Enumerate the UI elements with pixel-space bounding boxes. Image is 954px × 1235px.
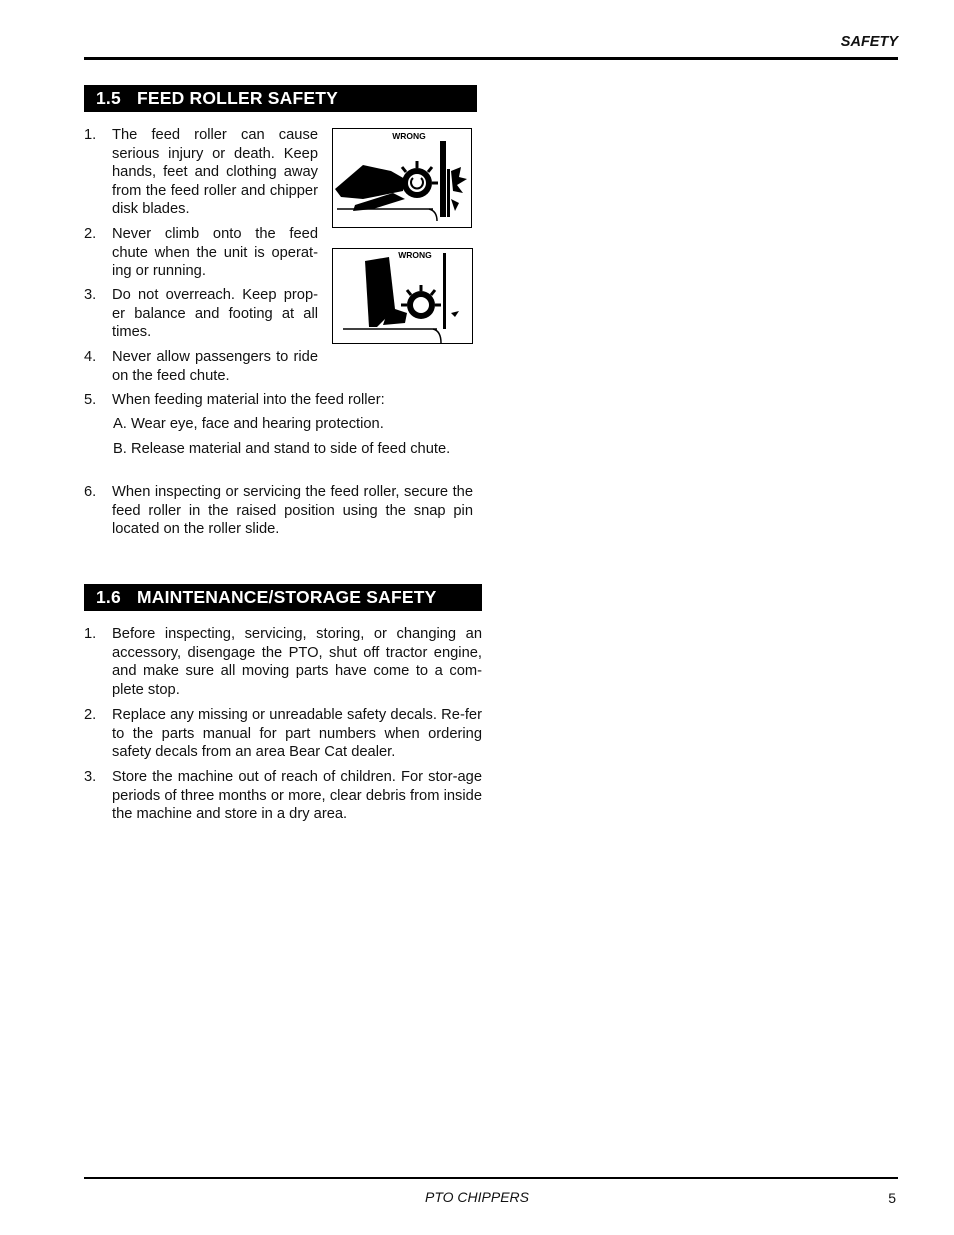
list-item-number: 3. <box>84 769 97 785</box>
list-item-text: Do not overreach. Keep prop-er balance and footing at all times. <box>112 287 318 341</box>
section-1-6-heading <box>84 584 482 611</box>
list-item-number: 1. <box>84 127 97 143</box>
page-number: 5 <box>888 1190 896 1206</box>
sub-item: A. Wear eye, face and hearing protection. <box>113 416 384 432</box>
list-item-text: Before inspecting, servicing, storing, or changing an accessory, disengage the PTO, shut off tractor engine, and make sure all moving parts have come to a com-plete stop. <box>112 626 482 698</box>
list-item-number: 5. <box>84 392 97 408</box>
warning-figure-climb <box>332 248 473 344</box>
hand-near-feed-roller-icon <box>333 129 471 227</box>
section-number: 1.6 <box>96 587 121 607</box>
list-item-number: 2. <box>84 226 97 242</box>
list-item-number: 6. <box>84 484 97 500</box>
header-rule <box>84 57 898 60</box>
sub-item: B. Release material and stand to side of feed chute. <box>113 441 451 457</box>
warning-figure-hand <box>332 128 472 228</box>
list-item-text: When inspecting or servicing the feed roller, secure the feed roller in the raised position using the snap pin located on the roller slide. <box>112 484 473 538</box>
section-title: FEED ROLLER SAFETY <box>137 88 338 108</box>
list-item-text: The feed roller can cause serious injury or death. Keep hands, feet and clothing away from the feed roller and chipper disk blades. <box>112 127 318 218</box>
list-item-text: Store the machine out of reach of children. For stor-age periods of three months or more, clear debris from inside the machine and store in a dry area. <box>112 769 482 823</box>
list-item-number: 1. <box>84 626 97 642</box>
footer-title: PTO CHIPPERS <box>425 1189 529 1205</box>
section-1-5-heading <box>84 85 477 112</box>
section-title: MAINTENANCE/STORAGE SAFETY <box>137 587 437 607</box>
footer-rule <box>84 1177 898 1179</box>
list-item-text: Replace any missing or unreadable safety decals. Re-fer to the parts manual for part numbers when ordering safety decals from an area Bear Cat dealer. <box>112 707 482 761</box>
person-climbing-feed-chute-icon <box>333 249 472 343</box>
list-item-number: 4. <box>84 349 97 365</box>
list-item-text: Never allow passengers to ride on the feed chute. <box>112 349 318 384</box>
list-item-text: When feeding material into the feed roller: <box>112 392 385 408</box>
figure-label: WRONG <box>392 131 426 141</box>
section-number: 1.5 <box>96 88 121 108</box>
list-item-number: 3. <box>84 287 97 303</box>
list-item-text: Never climb onto the feed chute when the unit is operat-ing or running. <box>112 226 318 280</box>
figure-label: WRONG <box>398 250 432 260</box>
list-item-number: 2. <box>84 707 97 723</box>
page-header-label: SAFETY <box>840 34 898 50</box>
